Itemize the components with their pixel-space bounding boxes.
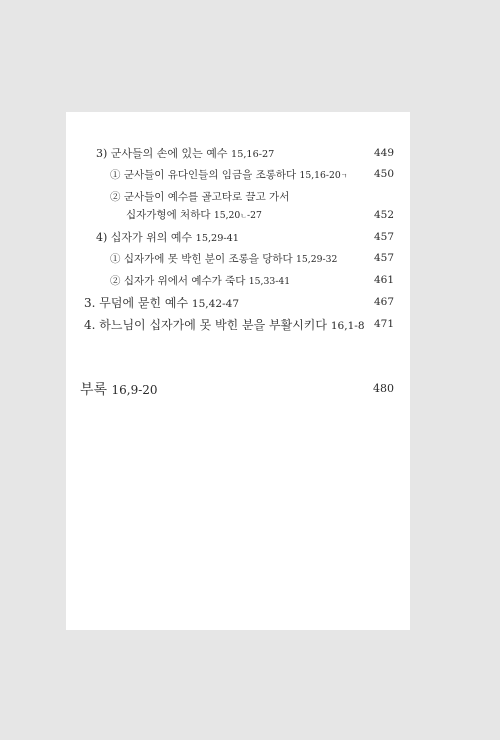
- toc-entry-label: ① 군사들이 유다인들의 임금을 조롱하다: [110, 169, 297, 181]
- book-page: [66, 112, 410, 630]
- toc-page-number: 457: [373, 231, 394, 243]
- toc-entry-section-3-sub[interactable]: [96, 145, 274, 161]
- toc-entry-label: ② 십자가 위에서 예수가 죽다: [110, 275, 246, 287]
- toc-page-number: 452: [373, 209, 394, 221]
- toc-entry-label: ① 십자가에 못 박힌 분이 조롱을 당하다: [110, 253, 293, 265]
- toc-entry-label: 3) 군사들의 손에 있는 예수: [96, 147, 228, 160]
- toc-entry-ref-suffix: ㄱ: [340, 172, 348, 180]
- toc-entry-ref: 16,9-20: [111, 383, 158, 397]
- toc-entry-label: 4) 십자가 위의 예수: [96, 231, 193, 244]
- toc-page-number: 461: [373, 274, 394, 286]
- toc-entry-ref: 16,1-8: [330, 320, 365, 332]
- toc-page-number: 471: [373, 318, 394, 330]
- toc-entry-section-3[interactable]: [84, 294, 239, 311]
- toc-entry-ref: 15,16-20: [299, 170, 341, 181]
- toc-entry-label: ② 군사들이 예수를 골고타로 끌고 가서: [110, 191, 290, 203]
- toc-entry-item[interactable]: [110, 189, 289, 204]
- toc-entry-appendix[interactable]: [80, 379, 158, 399]
- toc-entry-ref: 15,16-27: [231, 149, 275, 160]
- toc-entry-item[interactable]: [110, 251, 337, 266]
- toc-entry-label: 4. 하느님이 십자가에 못 박힌 분을 부활시키다: [84, 318, 327, 332]
- toc-entry-ref-suffix: ㄴ: [240, 212, 248, 220]
- toc-entry-label: 3. 무덤에 묻힌 예수: [84, 296, 189, 310]
- toc-entry-ref: 15,29-32: [296, 254, 338, 265]
- toc-entry-label: 십자가형에 처하다: [126, 209, 211, 221]
- toc-page-number: 449: [373, 147, 394, 159]
- toc-page-number: 467: [373, 296, 394, 308]
- toc-page-number: 450: [373, 168, 394, 180]
- toc-entry-item[interactable]: [110, 273, 290, 288]
- toc-entry-ref: 15,42-47: [191, 298, 240, 310]
- toc-entry-ref-end: -27: [247, 210, 262, 221]
- toc-entry-section-4[interactable]: [84, 316, 365, 333]
- toc-entry-section-4-sub[interactable]: [96, 229, 239, 245]
- toc-entry-ref: 15,29-41: [195, 233, 239, 244]
- toc-entry-item-continued[interactable]: [126, 207, 262, 222]
- toc-entry-ref: 15,33-41: [248, 276, 291, 287]
- toc-entry-item[interactable]: [110, 167, 348, 182]
- toc-entry-ref: 15,20: [213, 210, 241, 221]
- toc-page-number: 457: [373, 252, 394, 264]
- toc-entry-label: 부록: [80, 382, 108, 398]
- toc-page-number: 480: [373, 382, 394, 395]
